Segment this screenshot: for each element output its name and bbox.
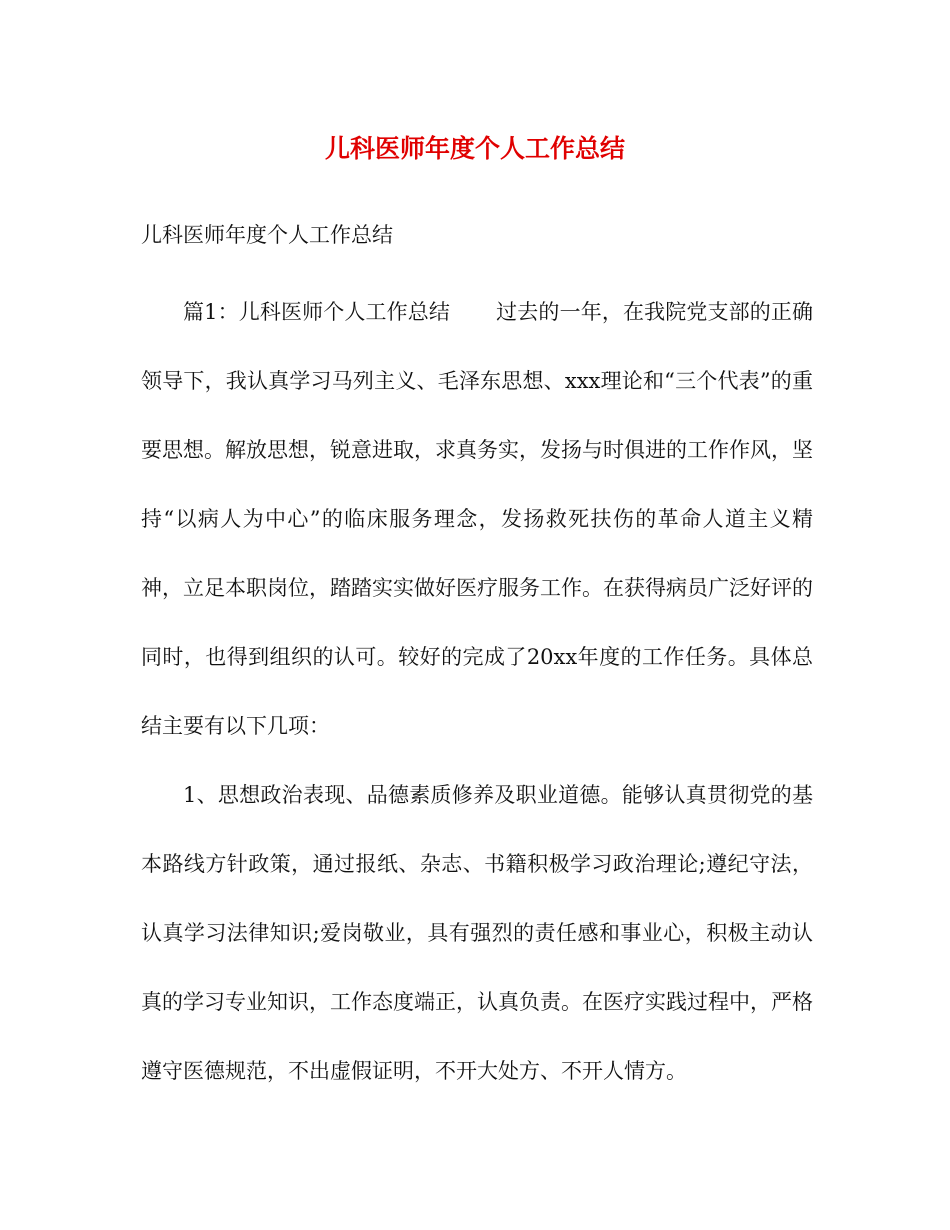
document-title: 儿科医师年度个人工作总结 [324, 134, 625, 163]
paragraph-intro [141, 278, 813, 761]
paragraph-section-1: 1、思想政治表现、品德素质修养及职业道德。能够认真贯彻党的基本路线方针政策，通过报纸、杂志、书籍积极学习政治理论;遵纪守法，认真学习法律知识;爱岗敬业，具有强烈的责任感和事业心，积极主动认真的学习专业知识，工作态度端正，认真负责。在医疗实践过程中，严格遵守医德规范，不出虚假证明，不开大处方、不开人情方。 [141, 783, 813, 1083]
paragraph-intro-body: 过去的一年，在我院党支部的正确领导下，我认真学习马列主义、毛泽东思想、xxx理论和“三个代表”的重要思想。解放思想，锐意进取，求真务实，发扬与时俱进的工作作风，坚持“以病人为中心”的临床服务理念，发扬救死扶伤的革命人道主义精神，立足本职岗位，踏踏实实做好医疗服务工作。在获得病员广泛好评的同时，也得到组织的认可。较好的完成了20xx年度的工作任务。具体总结主要有以下几项： [141, 300, 813, 738]
document-subtitle: 儿科医师年度个人工作总结 [141, 223, 393, 247]
paragraph-intro-lead: 篇1：儿科医师个人工作总结 [183, 300, 451, 324]
